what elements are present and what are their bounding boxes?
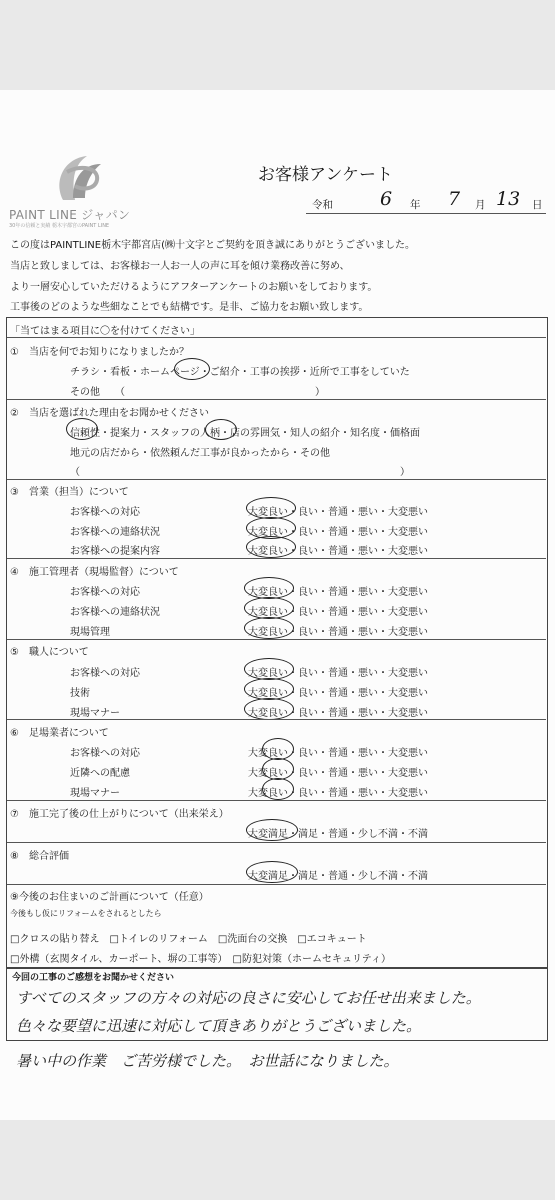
divider [7,842,546,843]
answer-circle [246,497,296,519]
rating-scale: 大変良い・良い・普通・悪い・大変悪い [248,607,428,618]
comments-title: 今回の工事のご感想をお聞かせください [12,973,175,983]
date-day-unit: 日 [532,199,543,211]
q9-subtitle: 今後もし仮にリフォームをされるとしたら [10,909,162,918]
divider [7,884,546,885]
answer-circle [246,861,298,883]
rating-scale: 大変良い・良い・普通・悪い・大変悪い [248,627,428,638]
rating-item-label: お客様への対応 [70,587,140,598]
q1-other: その他 （ ） [70,387,325,398]
q1-options: チラシ・看板・ホームページ・ご紹介・工事の挨拶・近所で工事をしていた [70,367,410,378]
date-year-unit: 年 [410,199,421,211]
intro-line: この度はPAINTLINE栃木宇都宮店(㈱十文字とご契約を頂き誠にありがとうございました。 [10,240,415,251]
q9-options: □外構（玄関タイル、カーポート、塀の工事等） □防犯対策（ホームセキュリティ） [10,954,391,965]
rating-scale: 大変良い・良い・普通・悪い・大変悪い [248,527,428,538]
answer-circle [244,658,294,680]
rating-scale: 大変良い・良い・普通・悪い・大変悪い [248,507,428,518]
satisfaction-scale: 大変満足・満足・普通・少し不満・不満 [248,871,428,882]
divider [7,558,546,559]
answer-circle [244,577,294,599]
date-year-value: 6 [380,188,393,210]
comment-line: 暑い中の作業 ご苦労様でした。 お世話になりました。 [16,1052,399,1070]
q9-title: ⑨今後のお住まいのご計画について（任意） [10,892,209,903]
rating-item-label: 近隣への配慮 [70,768,130,779]
q7-title: ⑦ 施工完了後の仕上がりについて（出来栄え） [10,809,229,820]
rating-item-label: お客様への対応 [70,507,140,518]
answer-circle [244,678,294,700]
date-underline [306,213,546,214]
comment-line: すべてのスタッフの方々の対応の良さに安心してお任せ出来ました。 [16,989,481,1007]
rating-item-label: お客様への対応 [70,668,140,679]
divider [7,800,546,801]
answer-circle [262,778,294,800]
rating-item-label: お客様への提案内容 [70,546,160,557]
rating-item-label: 現場管理 [70,627,110,638]
answer-circle [262,758,294,780]
q2-title: ② 当店を選ばれた理由をお聞かせください [10,408,209,419]
rating-scale: 大変良い・良い・普通・悪い・大変悪い [248,668,428,679]
q5-title: ⑤ 職人について [10,647,89,658]
answer-circle [205,419,237,440]
intro-line: 当店と致しましては、お客様お一人お一人の声に耳を傾け業務改善に努め、 [10,261,350,272]
intro-line: 工事後のどのような些細なことでも結構です。是非、ご協力をお願い致します。 [10,302,369,313]
date-era: 令和 [312,199,333,211]
q9-options: □クロスの貼り替え □トイレのリフォーム □洗面台の交換 □エコキュート [10,934,367,945]
divider [7,479,546,480]
date-month-value: 7 [448,188,461,210]
comment-line: 色々な要望に迅速に対応して頂きありがとうございました。 [16,1017,422,1035]
rating-scale: 大変良い・良い・普通・悪い・大変悪い [248,587,428,598]
answer-circle [244,597,294,619]
rating-item-label: 現場マナー [70,708,120,719]
rating-item-label: 技術 [70,688,90,699]
rating-scale: 大変良い・良い・普通・悪い・大変悪い [248,688,428,699]
answer-circle [246,819,298,841]
brand-tagline: 30年の信頼と実績 栃木宇都宮のPAINT LINE [9,223,110,229]
q2-other: （ ） [70,467,410,478]
rating-scale: 大変良い・良い・普通・悪い・大変悪い [248,748,428,759]
date-month-unit: 月 [475,199,486,211]
answer-circle [244,698,294,720]
brand-name: PAINT LINE ジャパン [9,208,131,222]
page-title: お客様アンケート [258,165,393,185]
answer-circle [262,738,294,760]
divider [7,337,546,338]
rating-scale: 大変良い・良い・普通・悪い・大変悪い [248,708,428,719]
rating-item-label: お客様への連絡状況 [70,527,160,538]
q2-options: 信頼性・提案力・スタッフの人柄・店の雰囲気・知人の紹介・知名度・価格面 [70,428,420,439]
q1-title: ① 当店を何でお知りになりましたか？ [10,347,189,358]
q6-title: ⑥ 足場業者について [10,728,109,739]
answer-circle [174,358,210,380]
q2-options: 地元の店だから・依然頼んだ工事が良かったから・その他 [70,448,330,459]
satisfaction-scale: 大変満足・満足・普通・少し不満・不満 [248,829,428,840]
intro-line: より一層安心していただけるようにアフターアンケートのお願いをしております。 [10,282,378,293]
divider [7,639,546,640]
answer-circle [246,536,296,558]
rating-item-label: お客様への対応 [70,748,140,759]
rating-scale: 大変良い・良い・普通・悪い・大変悪い [248,546,428,557]
q4-title: ④ 施工管理者（現場監督）について [10,567,179,578]
divider [7,399,546,400]
paint-line-logo-icon [45,150,105,204]
survey-sheet [0,90,555,1120]
rating-scale: 大変良い・良い・普通・悪い・大変悪い [248,768,428,779]
q3-title: ③ 営業（担当）について [10,487,129,498]
answer-circle [244,617,294,639]
date-day-value: 13 [496,188,521,210]
q8-title: ⑧ 総合評価 [10,851,69,862]
rating-item-label: 現場マナー [70,788,120,799]
instruction: 「当てはまる項目に〇を付けてください」 [10,326,200,337]
rating-scale: 大変良い・良い・普通・悪い・大変悪い [248,788,428,799]
divider [7,719,546,720]
answer-circle [66,418,98,440]
rating-item-label: お客様への連絡状況 [70,607,160,618]
